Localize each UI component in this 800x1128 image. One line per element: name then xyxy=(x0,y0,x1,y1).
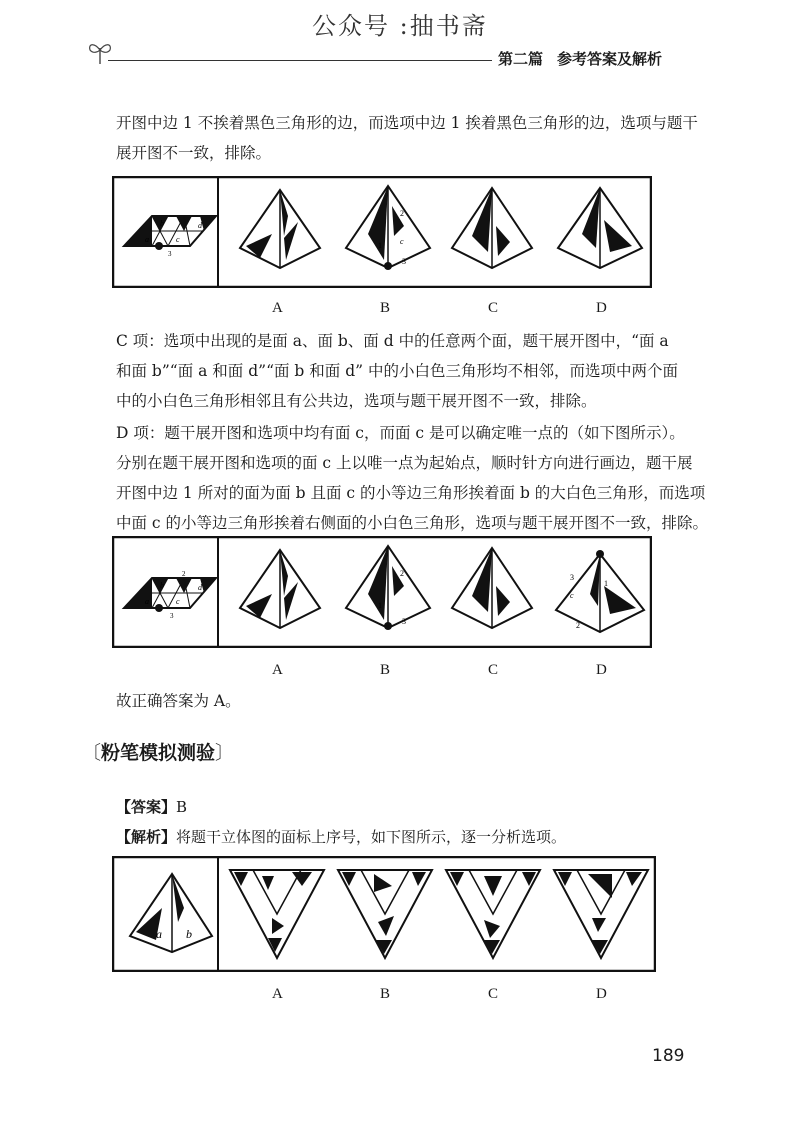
fig2-label-c: C xyxy=(488,662,499,678)
bracket-close: 〕 xyxy=(215,742,235,764)
b-label-2: 2 xyxy=(400,209,404,218)
sprout-icon xyxy=(84,38,116,66)
option-b-pyramid-2 xyxy=(346,546,430,630)
q-label-b: b xyxy=(186,927,192,941)
net-label-3: 3 xyxy=(168,250,172,258)
option-d-triangle xyxy=(554,870,648,958)
net2-label-b: b xyxy=(160,581,164,590)
para-d-line-1: D 项：题干展开图和选项中均有面 c，而面 c 是可以确定唯一点的（如下图所示）。 xyxy=(116,424,685,442)
answer-value: B xyxy=(176,798,188,816)
option-a-triangle xyxy=(230,870,324,958)
answer-tag: 【答案】 xyxy=(116,798,177,816)
figure-3 xyxy=(112,856,656,972)
option-d-pyramid-2 xyxy=(556,550,644,632)
fig1-label-b: B xyxy=(380,300,391,316)
unfolded-net-figure-2 xyxy=(124,570,216,620)
figure-1 xyxy=(112,176,652,288)
page-number: 189 xyxy=(652,1046,685,1066)
option-b-pyramid xyxy=(346,186,430,270)
bracket-open: 〔 xyxy=(82,742,102,764)
header-rule xyxy=(108,60,492,61)
net-label-a: a xyxy=(145,235,149,244)
para-d-line-2: 分别在题干展开图和选项的面 c 上以唯一点为起始点，顺时针方向进行画边，题干展 xyxy=(116,454,693,472)
fig1-label-d: D xyxy=(596,300,607,316)
conclusion-text: 故正确答案为 A。 xyxy=(116,692,241,710)
para-1-line-2: 展开图不一致，排除。 xyxy=(116,144,272,162)
chapter-label: 第二篇 xyxy=(498,50,544,68)
option-c-triangle xyxy=(446,870,540,958)
d2-label-c: c xyxy=(570,591,574,600)
answer-line xyxy=(116,796,187,817)
net2-label-d: d xyxy=(198,583,202,592)
para-d-line-4: 中面 c 的小等边三角形挨着右侧面的小白色三角形，选项与题干展开图不一致，排除。 xyxy=(116,514,709,532)
option-b-triangle xyxy=(338,870,432,958)
para-c-line-1: C 项：选项中出现的是面 a、面 b、面 d 中的任意两个面，题干展开图中，“面 a xyxy=(116,332,669,350)
net2-label-c: c xyxy=(176,597,180,606)
option-c-pyramid xyxy=(452,188,532,268)
analysis-tag: 【解析】 xyxy=(116,828,177,846)
fig1-label-c: C xyxy=(488,300,499,316)
d2-label-1: 1 xyxy=(604,579,608,588)
figure-2 xyxy=(112,536,652,648)
d2-label-3: 3 xyxy=(570,573,574,582)
para-c-line-2: 和面 b”“面 a 和面 d”“面 b 和面 d” 中的小白色三角形均不相邻，而选项中两个面 xyxy=(116,362,678,380)
net-label-d: d xyxy=(198,221,202,230)
b-label-1: 1 xyxy=(378,241,382,250)
b2-label-2: 2 xyxy=(400,569,404,578)
option-a-pyramid-2 xyxy=(240,550,320,628)
fig1-label-a: A xyxy=(272,300,283,316)
fig2-label-d: D xyxy=(596,662,607,678)
quiz-title-text: 粉笔模拟测验 xyxy=(101,742,216,764)
net2-label-3: 3 xyxy=(170,612,174,620)
fig3-label-a: A xyxy=(272,986,283,1002)
q-label-a: a xyxy=(156,927,162,941)
b2-label-3: 3 xyxy=(402,617,406,626)
unfolded-net-figure xyxy=(124,216,216,258)
analysis-text: 将题干立体图的面标上序号，如下图所示，逐一分析选项。 xyxy=(176,828,567,846)
section-label: 参考答案及解析 xyxy=(557,50,663,68)
net-label-b: b xyxy=(160,219,164,228)
option-a-pyramid xyxy=(240,190,320,268)
para-1-line-1: 开图中边 1 不挨着黑色三角形的边，而选项中边 1 挨着黑色三角形的边，选项与题干 xyxy=(116,114,698,132)
para-d-line-3: 开图中边 1 所对的面为面 b 且面 c 的小等边三角形挨着面 b 的大白色三角形，而选项 xyxy=(116,484,706,502)
option-d-pyramid xyxy=(558,188,642,268)
fig3-label-c: C xyxy=(488,986,499,1002)
d2-label-2: 2 xyxy=(576,621,580,630)
analysis-line xyxy=(116,826,566,847)
option-c-pyramid-2 xyxy=(452,548,532,628)
fig3-label-b: B xyxy=(380,986,391,1002)
quiz-section-title xyxy=(82,738,234,765)
b-label-3: 3 xyxy=(402,257,406,266)
b-label-c: c xyxy=(400,237,404,246)
running-header xyxy=(498,48,662,69)
net2-label-2: 2 xyxy=(182,570,186,578)
watermark-text: 公众号 :抽书斋 xyxy=(312,12,488,40)
fig2-label-a: A xyxy=(272,662,283,678)
net2-label-a: a xyxy=(145,597,149,606)
net-label-c: c xyxy=(176,235,180,244)
fig3-label-d: D xyxy=(596,986,607,1002)
b2-label-1: 1 xyxy=(378,601,382,610)
fig2-label-b: B xyxy=(380,662,391,678)
question-pyramid xyxy=(130,874,212,952)
para-c-line-3: 中的小白色三角形相邻且有公共边，选项与题干展开图不一致，排除。 xyxy=(116,392,597,410)
